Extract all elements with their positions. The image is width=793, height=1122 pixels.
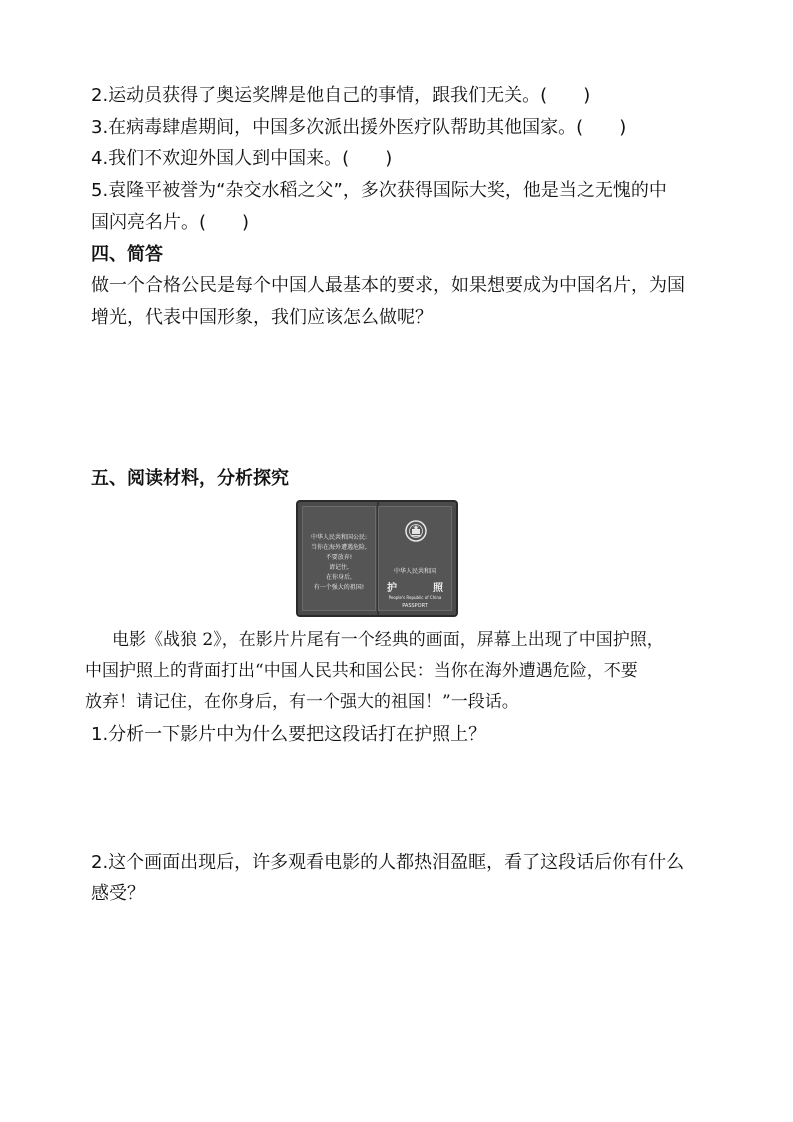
section-5-question-2-line-1: 2.这个画面出现后，许多观看电影的人都热泪盈眶，看了这段话后你有什么 bbox=[91, 852, 685, 873]
national-emblem-icon bbox=[404, 519, 428, 543]
question-3: 3.在病毒肆虐期间，中国多次派出援外医疗队帮助其他国家。( ) bbox=[91, 117, 627, 138]
passport-title-char-2: 照 bbox=[433, 583, 443, 594]
section-4-text-line-1: 做一个合格公民是每个中国人最基本的要求，如果想要成为中国名片，为国 bbox=[91, 275, 685, 296]
passport-title bbox=[387, 579, 443, 594]
section-4-heading: 四、简答 bbox=[91, 244, 163, 265]
section-5-question-2-line-2: 感受？ bbox=[91, 883, 145, 904]
question-2: 2.运动员获得了奥运奖牌是他自己的事情，跟我们无关。( ) bbox=[91, 85, 591, 106]
passport-left-page bbox=[302, 506, 376, 611]
material-line-1: 电影《战狼 2》，在影片片尾有一个经典的画面，屏幕上出现了中国护照， bbox=[112, 630, 664, 650]
question-5-line-2: 国闪亮名片。( ) bbox=[91, 212, 250, 233]
passport-right-page bbox=[378, 506, 452, 611]
passport-title-char-1: 护 bbox=[387, 583, 397, 594]
passport-left-line-4: 请记住, bbox=[329, 564, 349, 571]
section-4-text-line-2: 增光，代表中国形象，我们应该怎么做呢？ bbox=[91, 307, 433, 328]
section-5-heading: 五、阅读材料，分析探究 bbox=[91, 468, 289, 489]
material-line-3: 放弃！请记住，在你身后，有一个强大的祖国！”一段话。 bbox=[85, 692, 519, 712]
question-4: 4.我们不欢迎外国人到中国来。( ) bbox=[91, 148, 393, 169]
passport-left-line-3: 不要放弃! bbox=[325, 554, 353, 561]
passport-english-name: People's Republic of China bbox=[388, 595, 442, 600]
passport-left-line-5: 在你身后, bbox=[326, 574, 352, 581]
passport-left-line-1: 中华人民共和国公民: bbox=[310, 534, 368, 541]
section-5-question-1: 1.分析一下影片中为什么要把这段话打在护照上？ bbox=[91, 724, 487, 745]
question-5-line-1: 5.袁隆平被誉为“杂交水稻之父”，多次获得国际大奖，他是当之无愧的中 bbox=[91, 180, 667, 201]
material-line-2: 中国护照上的背面打出“中国人民共和国公民：当你在海外遭遇危险，不要 bbox=[85, 661, 638, 681]
passport-country-label: 中华人民共和国 bbox=[393, 568, 436, 575]
passport-left-line-2: 当你在海外遭遇危险, bbox=[311, 544, 367, 551]
passport-label: PASSPORT bbox=[402, 603, 428, 609]
passport-image bbox=[296, 500, 458, 617]
passport-left-line-6: 有一个强大的祖国! bbox=[313, 584, 365, 591]
